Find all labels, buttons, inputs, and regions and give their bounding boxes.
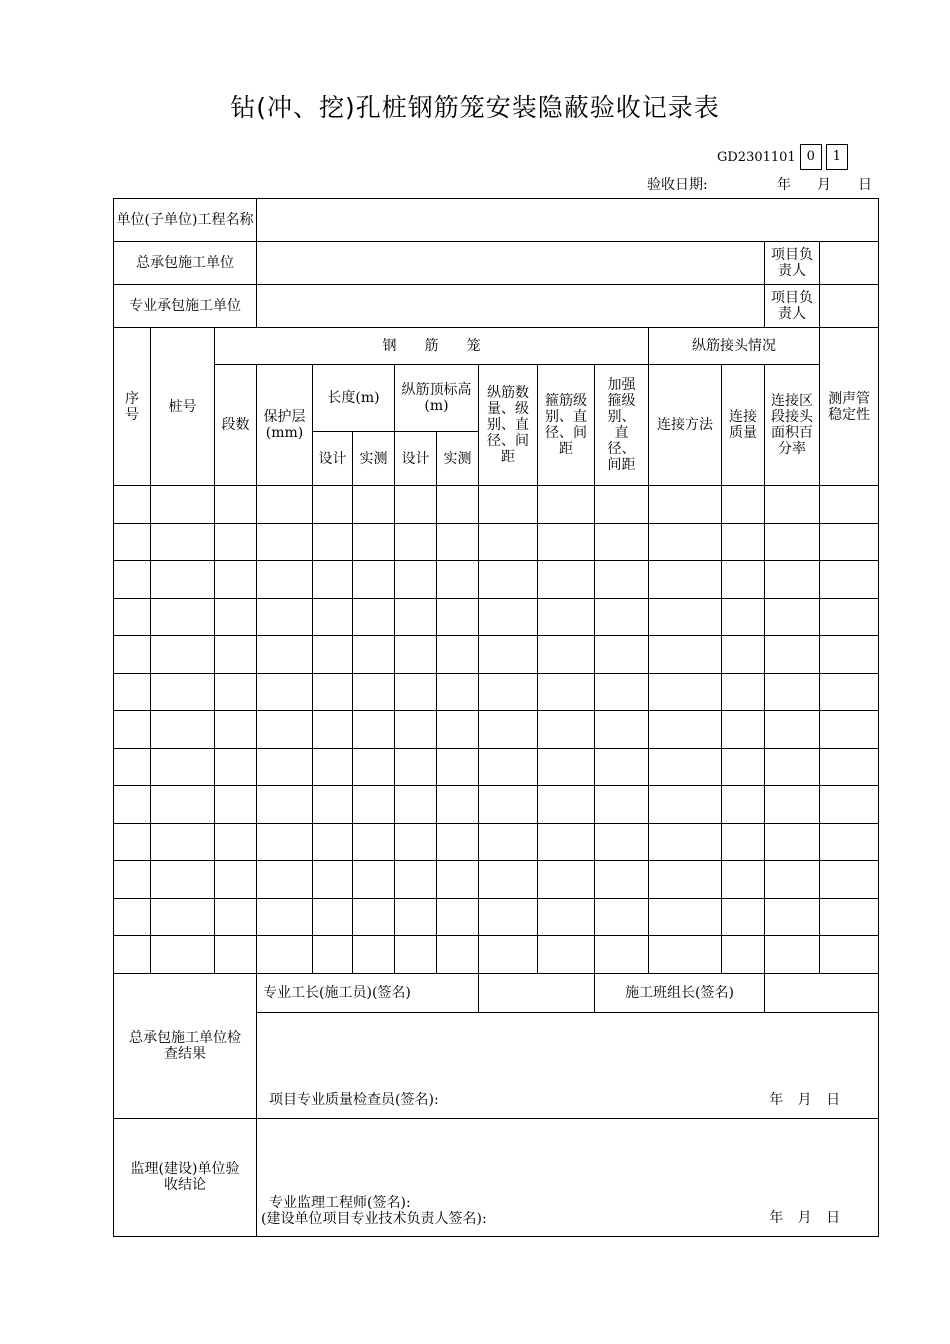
table-cell[interactable] <box>395 486 437 524</box>
table-cell[interactable] <box>353 786 395 824</box>
table-cell[interactable] <box>479 748 538 786</box>
table-cell[interactable] <box>820 598 879 636</box>
table-cell[interactable] <box>765 636 820 674</box>
table-cell[interactable] <box>765 673 820 711</box>
table-row <box>114 486 879 524</box>
table-cell[interactable] <box>151 936 215 974</box>
table-cell[interactable] <box>649 598 722 636</box>
table-cell[interactable] <box>649 898 722 936</box>
table-cell[interactable] <box>820 823 879 861</box>
table-cell[interactable] <box>437 898 479 936</box>
table-cell[interactable] <box>151 711 215 749</box>
header-conn-method: 连接方法 <box>649 365 722 486</box>
table-cell[interactable] <box>820 561 879 599</box>
table-cell[interactable] <box>151 486 215 524</box>
table-cell[interactable] <box>538 936 595 974</box>
header-length: 长度(m) <box>313 365 395 432</box>
table-cell[interactable] <box>215 898 257 936</box>
sub-contractor-value[interactable] <box>257 285 765 328</box>
header-seq-text: 序号 <box>125 390 139 423</box>
table-cell[interactable] <box>538 823 595 861</box>
check-label <box>114 973 257 1118</box>
table-cell[interactable] <box>313 823 353 861</box>
table-cell[interactable] <box>313 861 353 899</box>
header-conn-quality <box>722 365 765 486</box>
table-cell[interactable] <box>215 861 257 899</box>
date-month: 月 <box>817 177 831 193</box>
table-cell[interactable] <box>538 748 595 786</box>
supervision-engineer-label: 专业监理工程师(签名): <box>269 1194 411 1211</box>
table-row <box>114 823 879 861</box>
table-cell[interactable] <box>215 936 257 974</box>
table-cell[interactable] <box>765 898 820 936</box>
table-cell[interactable] <box>722 561 765 599</box>
table-row <box>114 636 879 674</box>
table-cell[interactable] <box>257 748 313 786</box>
table-cell[interactable] <box>437 936 479 974</box>
table-cell[interactable] <box>437 786 479 824</box>
table-cell[interactable] <box>538 523 595 561</box>
table-cell[interactable] <box>820 748 879 786</box>
table-cell[interactable] <box>479 898 538 936</box>
header-cover <box>257 365 313 486</box>
project-name-label: 单位(子单位)工程名称 <box>114 199 257 242</box>
header-reinf-text: 加强箍级别、直径、间距 <box>607 377 636 473</box>
supervision-label-text: 监理(建设)单位验收结论 <box>130 1161 240 1193</box>
table-cell[interactable] <box>765 598 820 636</box>
table-cell[interactable] <box>215 673 257 711</box>
table-cell[interactable] <box>595 598 649 636</box>
table-cell[interactable] <box>538 561 595 599</box>
table-cell[interactable] <box>353 561 395 599</box>
table-cell[interactable] <box>649 673 722 711</box>
table-cell[interactable] <box>437 673 479 711</box>
team-leader-signature[interactable] <box>765 973 879 1012</box>
table-cell[interactable] <box>313 936 353 974</box>
row-check-signatures <box>114 973 879 1012</box>
table-cell[interactable] <box>595 823 649 861</box>
table-cell[interactable] <box>820 711 879 749</box>
table-cell[interactable] <box>215 636 257 674</box>
table-cell[interactable] <box>114 898 151 936</box>
table-cell[interactable] <box>649 711 722 749</box>
table-cell[interactable] <box>353 486 395 524</box>
table-cell[interactable] <box>649 748 722 786</box>
table-cell[interactable] <box>595 748 649 786</box>
table-cell[interactable] <box>151 898 215 936</box>
table-cell[interactable] <box>395 711 437 749</box>
table-cell[interactable] <box>257 861 313 899</box>
table-cell[interactable] <box>538 711 595 749</box>
table-cell[interactable] <box>820 861 879 899</box>
table-cell[interactable] <box>313 486 353 524</box>
table-cell[interactable] <box>437 711 479 749</box>
table-cell[interactable] <box>437 861 479 899</box>
table-cell[interactable] <box>765 823 820 861</box>
table-cell[interactable] <box>765 748 820 786</box>
manager-label-1: 项目负责人 <box>765 242 820 285</box>
header-cover-text: 保护层(mm) <box>263 409 306 441</box>
table-cell[interactable] <box>437 598 479 636</box>
table-cell[interactable] <box>649 636 722 674</box>
table-cell[interactable] <box>353 673 395 711</box>
table-cell[interactable] <box>151 786 215 824</box>
supervision-date: 年 月 日 <box>769 1209 841 1226</box>
date-year: 年 <box>777 177 791 193</box>
supervision-label <box>114 1118 257 1236</box>
table-cell[interactable] <box>395 748 437 786</box>
table-cell[interactable] <box>395 861 437 899</box>
table-cell[interactable] <box>353 823 395 861</box>
header-stirrup-text: 箍筋级别、直径、间距 <box>545 393 588 457</box>
form-code-box-1: 0 <box>800 144 822 170</box>
header-length-measured: 实测 <box>353 432 395 486</box>
table-cell[interactable] <box>479 823 538 861</box>
table-cell[interactable] <box>437 636 479 674</box>
table-cell[interactable] <box>395 823 437 861</box>
table-cell[interactable] <box>722 861 765 899</box>
table-row <box>114 936 879 974</box>
manager-value-2[interactable] <box>820 285 879 328</box>
table-cell[interactable] <box>215 748 257 786</box>
header-cage: 钢 筋 笼 <box>215 328 649 365</box>
header-top-elev-text: 纵筋顶标高(m) <box>401 382 472 414</box>
table-cell[interactable] <box>595 486 649 524</box>
table-row <box>114 786 879 824</box>
foreman-label: 专业工长(施工员)(签名) <box>257 973 479 1012</box>
table-cell[interactable] <box>114 598 151 636</box>
table-cell[interactable] <box>595 636 649 674</box>
table-cell[interactable] <box>649 561 722 599</box>
table-cell[interactable] <box>114 636 151 674</box>
table-cell[interactable] <box>765 936 820 974</box>
table-cell[interactable] <box>257 636 313 674</box>
header-row-1 <box>114 328 879 365</box>
row-general-contractor <box>114 242 879 285</box>
supervision-signatures <box>261 1195 487 1227</box>
table-cell[interactable] <box>313 898 353 936</box>
table-cell[interactable] <box>649 823 722 861</box>
table-cell[interactable] <box>313 711 353 749</box>
table-cell[interactable] <box>538 673 595 711</box>
table-cell[interactable] <box>353 636 395 674</box>
table-cell[interactable] <box>114 748 151 786</box>
check-date: 年 月 日 <box>769 1091 841 1108</box>
header-conn-ratio-text: 连接区段接头面积百分率 <box>771 393 814 457</box>
form-code-box-2: 1 <box>826 144 848 170</box>
table-cell[interactable] <box>722 711 765 749</box>
table-cell[interactable] <box>820 673 879 711</box>
table-row <box>114 861 879 899</box>
table-cell[interactable] <box>479 861 538 899</box>
table-cell[interactable] <box>765 786 820 824</box>
table-cell[interactable] <box>313 636 353 674</box>
project-name-value[interactable] <box>257 199 879 242</box>
table-cell[interactable] <box>722 523 765 561</box>
table-cell[interactable] <box>437 823 479 861</box>
header-length-design: 设计 <box>313 432 353 486</box>
team-leader-label: 施工班组长(签名) <box>595 973 765 1012</box>
form-code-prefix: GD2301101 <box>717 149 796 165</box>
table-cell[interactable] <box>649 523 722 561</box>
table-cell[interactable] <box>722 636 765 674</box>
header-pile: 桩号 <box>151 328 215 486</box>
table-cell[interactable] <box>257 898 313 936</box>
table-cell[interactable] <box>538 786 595 824</box>
manager-label-2: 项目负责人 <box>765 285 820 328</box>
manager-value-1[interactable] <box>820 242 879 285</box>
data-rows <box>114 486 879 974</box>
table-cell[interactable] <box>151 598 215 636</box>
sub-contractor-label: 专业承包施工单位 <box>114 285 257 328</box>
table-cell[interactable] <box>395 636 437 674</box>
table-cell[interactable] <box>215 711 257 749</box>
table-cell[interactable] <box>114 523 151 561</box>
table-cell[interactable] <box>722 823 765 861</box>
table-cell[interactable] <box>215 486 257 524</box>
table-row <box>114 748 879 786</box>
table-row <box>114 523 879 561</box>
table-cell[interactable] <box>595 786 649 824</box>
table-cell[interactable] <box>313 598 353 636</box>
header-elev-design: 设计 <box>395 432 437 486</box>
table-cell[interactable] <box>257 561 313 599</box>
table-cell[interactable] <box>765 561 820 599</box>
table-cell[interactable] <box>114 936 151 974</box>
table-cell[interactable] <box>114 823 151 861</box>
header-row-2 <box>114 365 879 432</box>
row-sub-contractor <box>114 285 879 328</box>
table-cell[interactable] <box>479 636 538 674</box>
check-result-area[interactable] <box>257 1012 879 1118</box>
table-cell[interactable] <box>820 636 879 674</box>
table-cell[interactable] <box>257 711 313 749</box>
foreman-signature[interactable] <box>479 973 595 1012</box>
table-cell[interactable] <box>479 711 538 749</box>
table-cell[interactable] <box>722 786 765 824</box>
table-cell[interactable] <box>538 636 595 674</box>
table-cell[interactable] <box>151 636 215 674</box>
table-cell[interactable] <box>395 598 437 636</box>
table-cell[interactable] <box>114 486 151 524</box>
table-cell[interactable] <box>722 748 765 786</box>
table-cell[interactable] <box>395 936 437 974</box>
header-reinf <box>595 365 649 486</box>
table-cell[interactable] <box>538 598 595 636</box>
table-cell[interactable] <box>765 711 820 749</box>
table-cell[interactable] <box>257 523 313 561</box>
table-cell[interactable] <box>395 561 437 599</box>
table-cell[interactable] <box>437 486 479 524</box>
table-cell[interactable] <box>595 711 649 749</box>
table-row <box>114 673 879 711</box>
table-cell[interactable] <box>313 561 353 599</box>
header-joint: 纵筋接头情况 <box>649 328 820 365</box>
table-cell[interactable] <box>820 898 879 936</box>
table-cell[interactable] <box>313 523 353 561</box>
table-cell[interactable] <box>765 523 820 561</box>
table-cell[interactable] <box>595 673 649 711</box>
page-title: 钻(冲、挖)孔桩钢筋笼安装隐蔽验收记录表 <box>230 93 720 122</box>
table-cell[interactable] <box>765 486 820 524</box>
header-elev-measured: 实测 <box>437 432 479 486</box>
date-day: 日 <box>858 177 872 193</box>
table-cell[interactable] <box>437 561 479 599</box>
table-cell[interactable] <box>595 523 649 561</box>
header-seq <box>114 328 151 486</box>
table-cell[interactable] <box>313 673 353 711</box>
table-cell[interactable] <box>151 823 215 861</box>
table-cell[interactable] <box>595 936 649 974</box>
table-cell[interactable] <box>437 523 479 561</box>
header-conn-ratio <box>765 365 820 486</box>
table-cell[interactable] <box>215 823 257 861</box>
table-cell[interactable] <box>151 673 215 711</box>
table-cell[interactable] <box>114 561 151 599</box>
table-cell[interactable] <box>820 786 879 824</box>
table-cell[interactable] <box>479 598 538 636</box>
table-cell[interactable] <box>820 523 879 561</box>
table-cell[interactable] <box>257 936 313 974</box>
table-cell[interactable] <box>722 898 765 936</box>
table-cell[interactable] <box>820 486 879 524</box>
table-cell[interactable] <box>649 936 722 974</box>
table-cell[interactable] <box>353 898 395 936</box>
table-cell[interactable] <box>722 673 765 711</box>
table-cell[interactable] <box>395 898 437 936</box>
table-cell[interactable] <box>257 598 313 636</box>
record-table <box>113 198 879 1237</box>
table-cell[interactable] <box>151 861 215 899</box>
owner-rep-label: (建设单位项目专业技术负责人签名): <box>261 1210 487 1227</box>
table-cell[interactable] <box>595 561 649 599</box>
table-cell[interactable] <box>395 673 437 711</box>
table-cell[interactable] <box>257 823 313 861</box>
supervision-result-area[interactable] <box>257 1118 879 1236</box>
table-cell[interactable] <box>479 486 538 524</box>
table-cell[interactable] <box>538 898 595 936</box>
table-cell[interactable] <box>215 561 257 599</box>
table-cell[interactable] <box>479 561 538 599</box>
general-contractor-label: 总承包施工单位 <box>114 242 257 285</box>
table-cell[interactable] <box>395 523 437 561</box>
form-code <box>717 144 848 170</box>
check-label-text: 总承包施工单位检查结果 <box>129 1029 242 1062</box>
table-cell[interactable] <box>649 861 722 899</box>
table-cell[interactable] <box>353 523 395 561</box>
inspector-label: 项目专业质量检查员(签名): <box>269 1091 439 1108</box>
table-cell[interactable] <box>437 748 479 786</box>
header-long-bar <box>479 365 538 486</box>
table-cell[interactable] <box>722 486 765 524</box>
table-cell[interactable] <box>215 786 257 824</box>
table-cell[interactable] <box>114 711 151 749</box>
table-cell[interactable] <box>353 861 395 899</box>
table-cell[interactable] <box>595 861 649 899</box>
row-project <box>114 199 879 242</box>
table-cell[interactable] <box>114 861 151 899</box>
table-cell[interactable] <box>479 786 538 824</box>
header-conn-quality-text: 连接质量 <box>729 409 758 441</box>
table-cell[interactable] <box>257 786 313 824</box>
header-top-elev <box>395 365 479 432</box>
date-label: 验收日期: <box>647 177 708 193</box>
table-cell[interactable] <box>538 861 595 899</box>
header-sonic-text: 测声管稳定性 <box>828 390 871 423</box>
table-cell[interactable] <box>649 786 722 824</box>
table-cell[interactable] <box>257 673 313 711</box>
table-cell[interactable] <box>215 523 257 561</box>
header-sonic <box>820 328 879 486</box>
table-cell[interactable] <box>151 561 215 599</box>
table-cell[interactable] <box>215 598 257 636</box>
table-cell[interactable] <box>538 486 595 524</box>
table-cell[interactable] <box>765 861 820 899</box>
table-cell[interactable] <box>479 523 538 561</box>
table-cell[interactable] <box>479 936 538 974</box>
table-cell[interactable] <box>595 898 649 936</box>
table-cell[interactable] <box>114 786 151 824</box>
table-cell[interactable] <box>395 786 437 824</box>
row-supervision <box>114 1118 879 1236</box>
table-cell[interactable] <box>151 748 215 786</box>
general-contractor-value[interactable] <box>257 242 765 285</box>
table-cell[interactable] <box>722 598 765 636</box>
table-cell[interactable] <box>353 748 395 786</box>
table-cell[interactable] <box>479 673 538 711</box>
header-long-bar-text: 纵筋数量、级别、直径、间距 <box>487 385 530 465</box>
header-segments: 段数 <box>215 365 257 486</box>
table-cell[interactable] <box>649 486 722 524</box>
table-row <box>114 898 879 936</box>
header-stirrup <box>538 365 595 486</box>
table-cell[interactable] <box>353 598 395 636</box>
table-cell[interactable] <box>722 936 765 974</box>
table-cell[interactable] <box>820 936 879 974</box>
table-cell[interactable] <box>313 748 353 786</box>
table-cell[interactable] <box>114 673 151 711</box>
table-row <box>114 598 879 636</box>
table-cell[interactable] <box>313 786 353 824</box>
table-cell[interactable] <box>257 486 313 524</box>
table-row <box>114 561 879 599</box>
table-cell[interactable] <box>353 936 395 974</box>
table-row <box>114 711 879 749</box>
table-cell[interactable] <box>353 711 395 749</box>
table-cell[interactable] <box>151 523 215 561</box>
